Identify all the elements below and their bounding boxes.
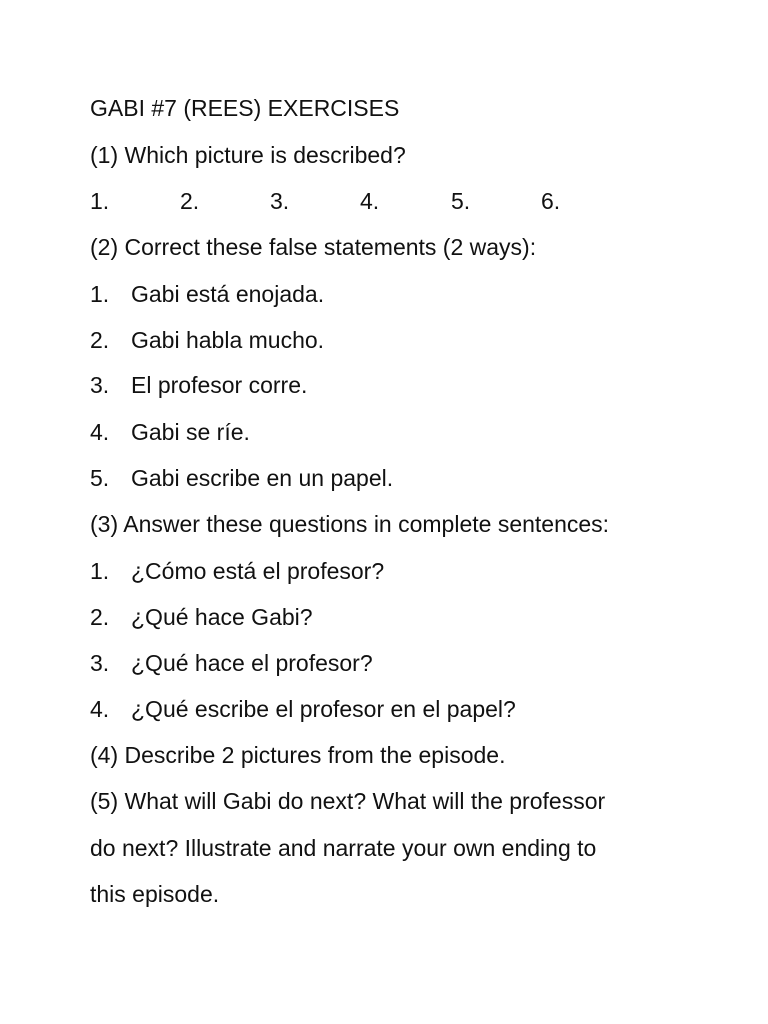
picture-number: 1. xyxy=(90,188,110,214)
section4-heading: (4) Describe 2 pictures from the episode. xyxy=(90,742,506,768)
list-item-number: 4. xyxy=(90,696,110,722)
list-item xyxy=(90,326,324,354)
list-item xyxy=(90,557,384,585)
list-item-text: ¿Qué escribe el profesor en el papel? xyxy=(131,696,516,722)
list-item-text: Gabi escribe en un papel. xyxy=(131,465,394,491)
list-item-number: 1. xyxy=(90,558,110,584)
list-item-number: 2. xyxy=(90,604,110,630)
list-item xyxy=(90,603,313,631)
list-item-number: 5. xyxy=(90,465,110,491)
list-item-number: 3. xyxy=(90,650,110,676)
list-item-number: 4. xyxy=(90,419,110,445)
section2-heading: (2) Correct these false statements (2 ways): xyxy=(90,234,537,260)
section5-line: (5) What will Gabi do next? What will the professor xyxy=(90,788,606,814)
list-item-text: Gabi se ríe. xyxy=(131,419,250,445)
list-item-text: ¿Qué hace Gabi? xyxy=(131,604,313,630)
picture-number-row xyxy=(90,187,610,215)
list-item-text: Gabi está enojada. xyxy=(131,281,325,307)
picture-number: 4. xyxy=(360,188,380,214)
list-item xyxy=(90,464,393,492)
section1-heading: (1) Which picture is described? xyxy=(90,142,406,168)
page-title: GABI #7 (REES) EXERCISES xyxy=(90,95,400,121)
picture-number: 6. xyxy=(541,188,561,214)
picture-number: 5. xyxy=(451,188,471,214)
list-item-number: 2. xyxy=(90,327,110,353)
list-item xyxy=(90,280,324,308)
list-item xyxy=(90,371,307,399)
list-item xyxy=(90,649,373,677)
picture-number: 2. xyxy=(180,188,200,214)
list-item-text: ¿Qué hace el profesor? xyxy=(131,650,373,676)
list-item-text: ¿Cómo está el profesor? xyxy=(131,558,385,584)
section5-line: do next? Illustrate and narrate your own ending to xyxy=(90,835,597,861)
list-item-text: El profesor corre. xyxy=(131,372,308,398)
list-item-text: Gabi habla mucho. xyxy=(131,327,325,353)
picture-number: 3. xyxy=(270,188,290,214)
section3-heading: (3) Answer these questions in complete sentences: xyxy=(90,511,610,537)
list-item-number: 1. xyxy=(90,281,110,307)
section5-line: this episode. xyxy=(90,881,220,907)
list-item xyxy=(90,418,250,446)
list-item xyxy=(90,695,516,723)
list-item-number: 3. xyxy=(90,372,110,398)
